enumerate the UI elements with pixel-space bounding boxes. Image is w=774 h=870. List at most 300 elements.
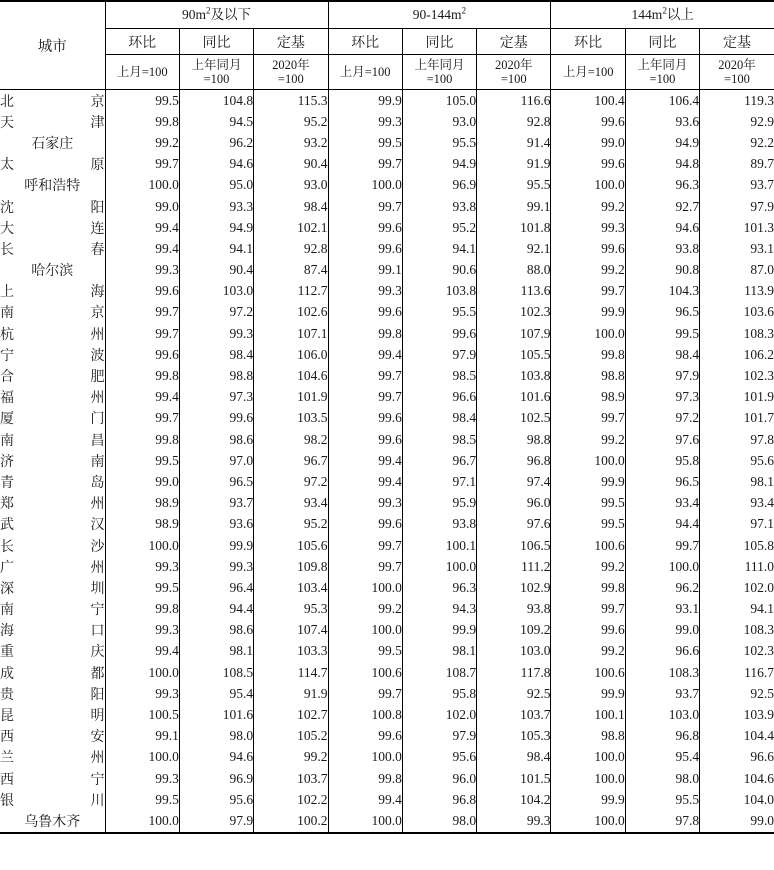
table-cell-value: 104.3	[625, 281, 699, 302]
row-city-name	[0, 302, 105, 323]
table-cell-value: 97.3	[625, 387, 699, 408]
measure-header-g1-m2: 定基	[477, 29, 551, 55]
city-name-part: 岛	[90, 475, 105, 491]
table-cell-value: 99.7	[551, 281, 625, 302]
table-cell-value: 101.7	[700, 408, 774, 429]
city-name-chars	[0, 536, 105, 556]
table-row	[0, 577, 774, 598]
city-name-part: 西	[0, 772, 14, 788]
table-cell-value: 99.6	[328, 302, 402, 323]
group-2-sup: 2	[662, 5, 667, 16]
table-cell-value: 95.4	[179, 683, 253, 704]
table-cell-value: 105.2	[254, 726, 328, 747]
city-name-chars	[0, 663, 105, 683]
table-cell-value: 93.2	[254, 132, 328, 153]
table-cell-value: 96.7	[402, 450, 476, 471]
table-cell-value: 96.9	[179, 768, 253, 789]
base-line2: =100	[724, 72, 750, 86]
table-cell-value: 93.1	[700, 238, 774, 259]
group-0-prefix: 90m	[181, 6, 206, 22]
table-cell-value: 101.9	[700, 387, 774, 408]
table-cell-value: 96.6	[402, 387, 476, 408]
city-name-part: 昌	[90, 433, 105, 449]
table-cell-value: 100.6	[551, 662, 625, 683]
row-city-name	[0, 493, 105, 514]
table-cell-value: 100.2	[254, 810, 328, 832]
city-name-chars	[0, 154, 105, 174]
table-cell-value: 97.3	[179, 387, 253, 408]
table-cell-value: 97.6	[477, 514, 551, 535]
table-cell-value: 100.0	[328, 810, 402, 832]
table-cell-value: 99.7	[328, 683, 402, 704]
city-name-chars	[0, 705, 105, 725]
table-cell-value: 100.0	[328, 620, 402, 641]
city-name-part: 上	[0, 285, 14, 301]
city-name-part: 京	[90, 94, 105, 110]
table-row	[0, 408, 774, 429]
table-cell-value: 99.7	[551, 408, 625, 429]
table-cell-value: 96.3	[402, 577, 476, 598]
city-name-part: 杭	[0, 327, 14, 343]
table-cell-value: 94.6	[179, 747, 253, 768]
measure-header-g1-m1: 同比	[402, 29, 476, 55]
table-cell-value: 92.5	[477, 683, 551, 704]
table-row	[0, 471, 774, 492]
city-name-part: 武	[0, 518, 14, 534]
group-header-over-144	[551, 1, 774, 29]
table-cell-value: 103.8	[477, 365, 551, 386]
table-cell-value: 97.4	[477, 471, 551, 492]
table-cell-value: 106.4	[625, 90, 699, 112]
city-name-part: 北	[0, 94, 14, 110]
city-name-chars	[0, 133, 105, 153]
table-row	[0, 662, 774, 683]
table-cell-value: 99.0	[105, 196, 179, 217]
city-name-part: 天	[0, 115, 14, 131]
table-cell-value: 98.0	[402, 810, 476, 832]
city-name-part: 连	[90, 221, 105, 237]
table-cell-value: 98.5	[402, 365, 476, 386]
city-name-part: 明	[90, 709, 105, 725]
table-row	[0, 450, 774, 471]
base-header-g2-m2	[700, 55, 774, 90]
group-0-sup: 2	[205, 5, 211, 16]
base-line1: 2020年	[272, 58, 310, 72]
table-cell-value: 96.6	[700, 747, 774, 768]
table-cell-value: 90.6	[402, 260, 476, 281]
table-cell-value: 104.6	[254, 365, 328, 386]
table-cell-value: 93.6	[179, 514, 253, 535]
row-city-name	[0, 747, 105, 768]
city-name-part: 济	[0, 454, 14, 470]
city-name-part: 沈	[0, 200, 14, 216]
table-row	[0, 599, 774, 620]
table-row	[0, 768, 774, 789]
table-cell-value: 102.0	[402, 704, 476, 725]
group-2-suffix: 以上	[666, 6, 694, 22]
table-cell-value: 97.6	[625, 429, 699, 450]
base-line1: 上月=100	[339, 65, 391, 79]
table-cell-value: 94.3	[402, 599, 476, 620]
measure-header-g2-m1: 同比	[625, 29, 699, 55]
city-name-part: 广	[0, 560, 14, 576]
base-header-g1-m0	[328, 55, 402, 90]
table-row	[0, 281, 774, 302]
table-cell-value: 98.4	[179, 344, 253, 365]
table-cell-value: 99.5	[105, 450, 179, 471]
base-line1: 上年同月	[637, 58, 688, 72]
table-cell-value: 99.8	[328, 768, 402, 789]
city-name-part: 春	[90, 242, 105, 258]
row-city-name	[0, 90, 105, 112]
city-name-chars	[0, 472, 105, 492]
table-cell-value: 92.8	[477, 111, 551, 132]
table-cell-value: 96.9	[402, 175, 476, 196]
table-cell-value: 99.9	[551, 683, 625, 704]
table-cell-value: 89.7	[700, 154, 774, 175]
base-header-g0-m0	[105, 55, 179, 90]
row-city-name	[0, 344, 105, 365]
table-cell-value: 99.6	[328, 514, 402, 535]
table-cell-value: 96.4	[179, 577, 253, 598]
table-cell-value: 113.6	[477, 281, 551, 302]
table-cell-value: 96.5	[625, 471, 699, 492]
base-line1: 上月=100	[562, 65, 614, 79]
table-row	[0, 747, 774, 768]
table-cell-value: 94.5	[179, 111, 253, 132]
city-name-part: 圳	[90, 581, 105, 597]
table-cell-value: 91.4	[477, 132, 551, 153]
table-cell-value: 94.9	[402, 154, 476, 175]
table-cell-value: 99.5	[105, 577, 179, 598]
table-header	[0, 1, 774, 90]
table-cell-value: 90.8	[625, 260, 699, 281]
city-name-part: 南	[0, 603, 14, 619]
table-cell-value: 93.4	[254, 493, 328, 514]
city-name-chars	[0, 557, 105, 577]
city-name-part: 安	[90, 730, 105, 746]
table-row	[0, 260, 774, 281]
table-cell-value: 99.2	[328, 599, 402, 620]
table-cell-value: 99.3	[328, 111, 402, 132]
table-cell-value: 100.0	[328, 747, 402, 768]
table-cell-value: 99.7	[328, 196, 402, 217]
city-name-part: 庆	[90, 645, 105, 661]
table-cell-value: 95.2	[254, 514, 328, 535]
city-name-part: 宁	[90, 772, 105, 788]
table-row	[0, 154, 774, 175]
table-cell-value: 99.5	[105, 90, 179, 112]
table-cell-value: 103.6	[700, 302, 774, 323]
table-cell-value: 99.7	[328, 556, 402, 577]
table-cell-value: 104.2	[477, 789, 551, 810]
city-name-chars	[0, 599, 105, 619]
base-line2: =100	[203, 72, 230, 86]
row-city-name	[0, 726, 105, 747]
table-body	[0, 90, 774, 833]
table-row	[0, 641, 774, 662]
city-name-part: 青	[0, 475, 14, 491]
row-city-name	[0, 238, 105, 259]
table-cell-value: 97.1	[700, 514, 774, 535]
table-cell-value: 99.9	[551, 789, 625, 810]
table-cell-value: 93.0	[254, 175, 328, 196]
table-cell-value: 102.1	[254, 217, 328, 238]
table-cell-value: 95.0	[179, 175, 253, 196]
table-cell-value: 106.5	[477, 535, 551, 556]
table-cell-value: 99.8	[328, 323, 402, 344]
city-name-part: 州	[90, 391, 105, 407]
table-cell-value: 100.0	[105, 747, 179, 768]
city-name-part: 哈尔滨	[31, 264, 74, 280]
table-cell-value: 92.5	[700, 683, 774, 704]
table-cell-value: 99.6	[328, 429, 402, 450]
table-cell-value: 100.1	[402, 535, 476, 556]
table-cell-value: 116.7	[700, 662, 774, 683]
table-cell-value: 98.6	[179, 429, 253, 450]
table-cell-value: 96.0	[477, 493, 551, 514]
table-cell-value: 99.4	[105, 641, 179, 662]
table-cell-value: 99.5	[625, 323, 699, 344]
city-name-chars	[0, 112, 105, 132]
city-name-part: 南	[0, 433, 14, 449]
city-name-part: 都	[90, 666, 105, 682]
table-cell-value: 99.2	[551, 641, 625, 662]
base-header-g1-m2	[477, 55, 551, 90]
table-cell-value: 90.4	[179, 260, 253, 281]
table-cell-value: 97.2	[254, 471, 328, 492]
table-cell-value: 99.4	[328, 471, 402, 492]
table-cell-value: 97.1	[402, 471, 476, 492]
table-cell-value: 97.8	[625, 810, 699, 832]
city-name-part: 海	[0, 624, 14, 640]
table-cell-value: 98.1	[402, 641, 476, 662]
city-name-part: 宁	[0, 348, 14, 364]
table-cell-value: 100.0	[328, 577, 402, 598]
table-cell-value: 108.7	[402, 662, 476, 683]
table-cell-value: 93.0	[402, 111, 476, 132]
table-row	[0, 344, 774, 365]
table-row	[0, 789, 774, 810]
base-header-g0-m1	[179, 55, 253, 90]
table-cell-value: 100.4	[551, 90, 625, 112]
table-cell-value: 100.8	[328, 704, 402, 725]
table-row	[0, 196, 774, 217]
table-cell-value: 99.2	[551, 196, 625, 217]
table-cell-value: 98.4	[402, 408, 476, 429]
table-cell-value: 87.4	[254, 260, 328, 281]
table-cell-value: 94.1	[700, 599, 774, 620]
table-cell-value: 99.2	[254, 747, 328, 768]
city-name-chars	[0, 726, 105, 746]
city-name-part: 贵	[0, 687, 14, 703]
row-city-name	[0, 789, 105, 810]
table-cell-value: 99.3	[328, 493, 402, 514]
city-name-chars	[0, 218, 105, 238]
table-cell-value: 93.1	[625, 599, 699, 620]
row-city-name	[0, 217, 105, 238]
city-name-chars	[0, 514, 105, 534]
table-cell-value: 99.4	[328, 789, 402, 810]
table-row	[0, 810, 774, 832]
table-cell-value: 99.6	[551, 238, 625, 259]
table-cell-value: 105.6	[254, 535, 328, 556]
base-header-g2-m0	[551, 55, 625, 90]
table-cell-value: 95.6	[402, 747, 476, 768]
table-row	[0, 683, 774, 704]
table-cell-value: 93.4	[625, 493, 699, 514]
row-city-name	[0, 260, 105, 281]
table-cell-value: 97.0	[179, 450, 253, 471]
table-cell-value: 104.6	[700, 768, 774, 789]
city-header-label: 城市	[37, 39, 67, 55]
row-city-name	[0, 535, 105, 556]
table-cell-value: 92.7	[625, 196, 699, 217]
table-cell-value: 99.3	[105, 768, 179, 789]
table-cell-value: 103.0	[625, 704, 699, 725]
city-name-part: 太	[0, 158, 14, 174]
table-cell-value: 94.1	[402, 238, 476, 259]
table-cell-value: 102.3	[477, 302, 551, 323]
table-cell-value: 99.4	[105, 387, 179, 408]
table-cell-value: 102.3	[700, 365, 774, 386]
city-name-part: 川	[90, 793, 105, 809]
row-city-name	[0, 620, 105, 641]
table-cell-value: 94.4	[625, 514, 699, 535]
table-cell-value: 99.3	[105, 556, 179, 577]
city-column-header	[0, 1, 105, 90]
table-cell-value: 99.3	[551, 217, 625, 238]
table-cell-value: 99.6	[105, 281, 179, 302]
row-city-name	[0, 408, 105, 429]
table-cell-value: 98.2	[254, 429, 328, 450]
table-cell-value: 111.2	[477, 556, 551, 577]
city-name-chars	[0, 366, 105, 386]
table-cell-value: 95.5	[402, 302, 476, 323]
table-cell-value: 99.8	[105, 429, 179, 450]
table-cell-value: 100.0	[105, 175, 179, 196]
table-cell-value: 109.2	[477, 620, 551, 641]
table-cell-value: 106.2	[700, 344, 774, 365]
table-row	[0, 365, 774, 386]
table-cell-value: 95.5	[402, 132, 476, 153]
row-city-name	[0, 154, 105, 175]
table-cell-value: 104.4	[700, 726, 774, 747]
table-cell-value: 103.3	[254, 641, 328, 662]
table-cell-value: 99.9	[551, 471, 625, 492]
table-cell-value: 100.0	[328, 175, 402, 196]
table-cell-value: 108.5	[179, 662, 253, 683]
table-cell-value: 98.4	[254, 196, 328, 217]
table-cell-value: 99.4	[328, 450, 402, 471]
table-cell-value: 99.6	[328, 217, 402, 238]
table-cell-value: 95.8	[402, 683, 476, 704]
table-cell-value: 99.3	[105, 620, 179, 641]
city-name-part: 大	[0, 221, 14, 237]
table-cell-value: 99.8	[551, 577, 625, 598]
group-0-suffix: 及以下	[210, 6, 252, 22]
table-cell-value: 99.2	[551, 556, 625, 577]
city-name-part: 肥	[90, 370, 105, 386]
table-cell-value: 105.8	[700, 535, 774, 556]
table-cell-value: 95.4	[625, 747, 699, 768]
table-cell-value: 96.8	[477, 450, 551, 471]
table-cell-value: 100.0	[551, 768, 625, 789]
table-cell-value: 97.2	[179, 302, 253, 323]
table-cell-value: 95.5	[477, 175, 551, 196]
row-city-name	[0, 111, 105, 132]
base-line1: 上年同月	[191, 58, 242, 72]
table-cell-value: 103.7	[254, 768, 328, 789]
table-cell-value: 113.9	[700, 281, 774, 302]
table-cell-value: 94.8	[625, 154, 699, 175]
table-cell-value: 100.0	[625, 556, 699, 577]
row-city-name	[0, 577, 105, 598]
row-city-name	[0, 514, 105, 535]
city-name-chars	[0, 493, 105, 513]
table-cell-value: 107.9	[477, 323, 551, 344]
city-name-part: 海	[90, 285, 105, 301]
table-cell-value: 99.4	[328, 344, 402, 365]
city-name-chars	[0, 684, 105, 704]
base-line2: =100	[500, 72, 527, 86]
base-header-g1-m1	[402, 55, 476, 90]
base-line2: =100	[649, 72, 676, 86]
table-row	[0, 132, 774, 153]
row-city-name	[0, 450, 105, 471]
table-cell-value: 94.6	[625, 217, 699, 238]
city-name-part: 原	[90, 158, 105, 174]
table-cell-value: 99.4	[105, 238, 179, 259]
measure-header-g2-m0: 环比	[551, 29, 625, 55]
table-cell-value: 97.8	[700, 429, 774, 450]
table-cell-value: 93.6	[625, 111, 699, 132]
base-line1: 2020年	[718, 58, 756, 72]
table-cell-value: 99.3	[179, 556, 253, 577]
table-cell-value: 99.3	[328, 281, 402, 302]
table-cell-value: 99.7	[625, 535, 699, 556]
table-cell-value: 108.3	[700, 323, 774, 344]
table-cell-value: 100.0	[551, 323, 625, 344]
city-name-chars	[0, 302, 105, 322]
table-cell-value: 99.5	[551, 493, 625, 514]
table-cell-value: 102.6	[254, 302, 328, 323]
table-cell-value: 95.2	[402, 217, 476, 238]
table-cell-value: 98.8	[477, 429, 551, 450]
table-row	[0, 429, 774, 450]
table-cell-value: 98.6	[179, 620, 253, 641]
table-cell-value: 99.9	[402, 620, 476, 641]
table-cell-value: 99.2	[551, 429, 625, 450]
table-cell-value: 99.1	[328, 260, 402, 281]
table-cell-value: 99.6	[551, 111, 625, 132]
table-cell-value: 95.6	[700, 450, 774, 471]
city-name-part: 福	[0, 391, 14, 407]
city-name-part: 州	[90, 327, 105, 343]
city-name-chars	[0, 281, 105, 301]
measure-header-g1-m0: 环比	[328, 29, 402, 55]
table-cell-value: 96.8	[625, 726, 699, 747]
city-name-chars	[0, 197, 105, 217]
table-cell-value: 99.7	[105, 323, 179, 344]
table-cell-value: 101.8	[477, 217, 551, 238]
table-cell-value: 99.1	[477, 196, 551, 217]
table-cell-value: 99.5	[328, 132, 402, 153]
table-cell-value: 116.6	[477, 90, 551, 112]
table-cell-value: 99.4	[105, 217, 179, 238]
city-name-chars	[0, 91, 105, 111]
table-cell-value: 103.8	[402, 281, 476, 302]
